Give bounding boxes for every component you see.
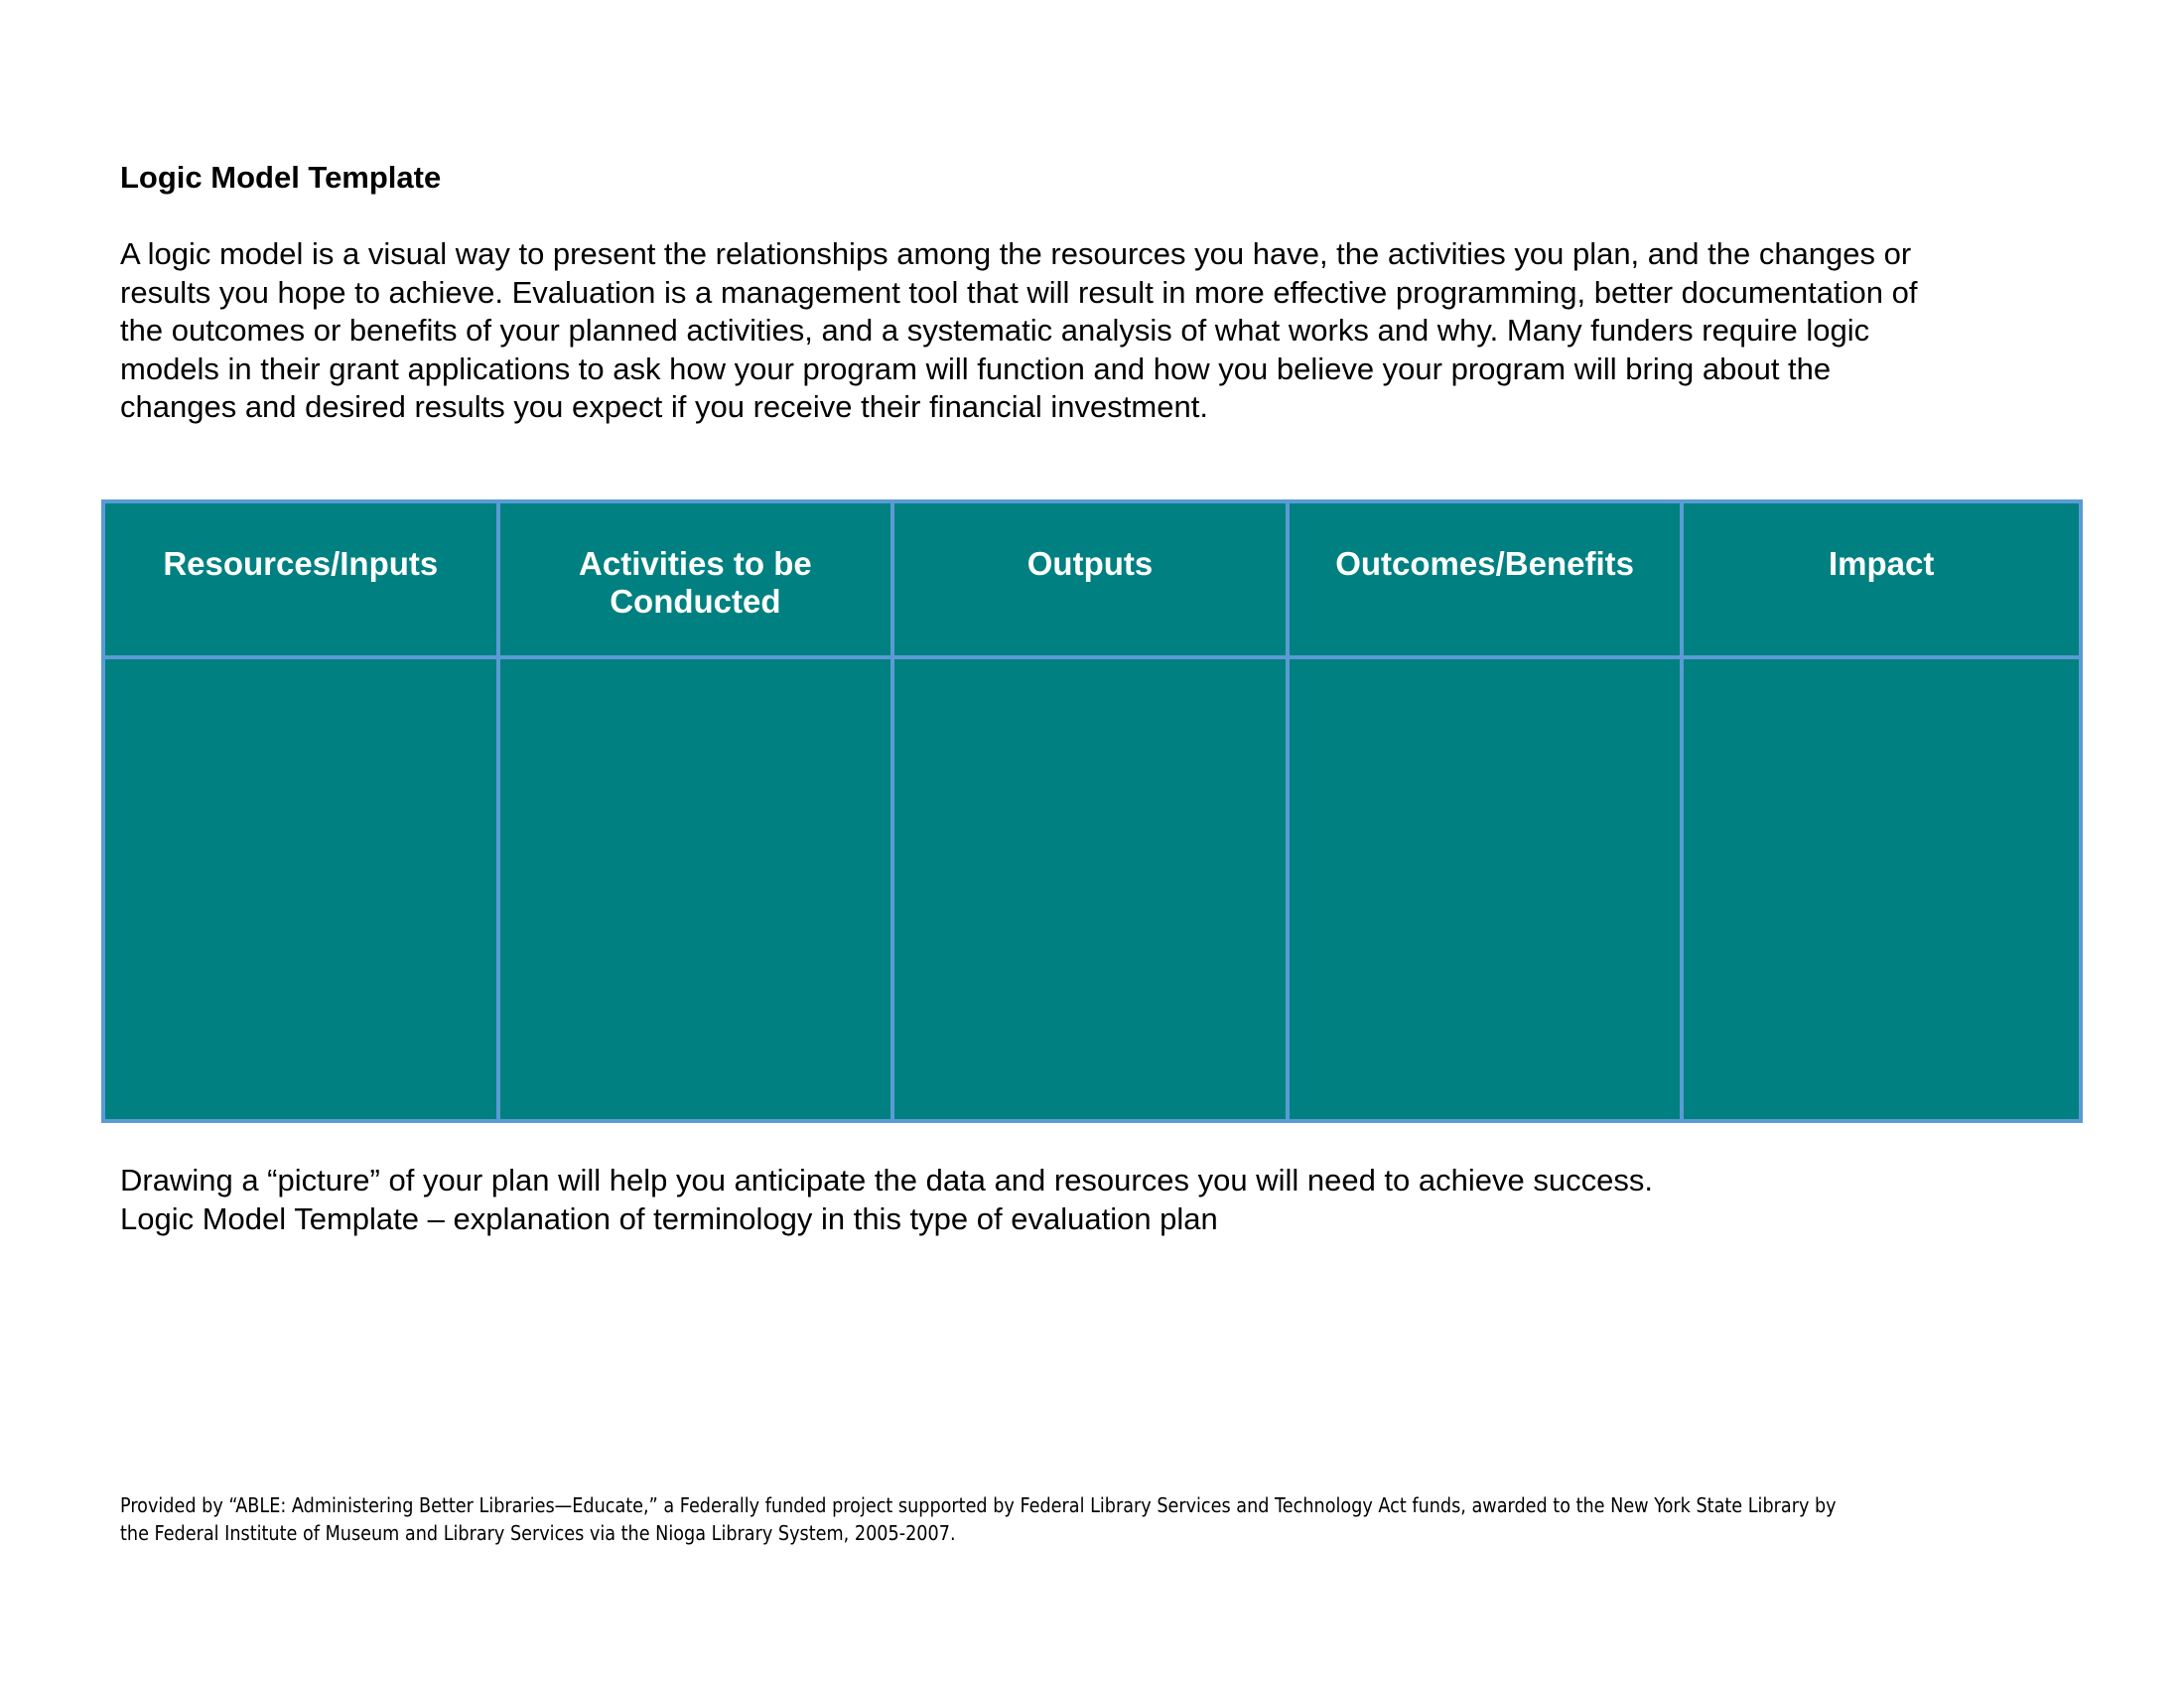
intro-line: changes and desired results you expect if you receive their financial investment. [120, 389, 1208, 424]
after-line: Logic Model Template – explanation of terminology in this type of evaluation plan [120, 1200, 1218, 1236]
logic-model-table [101, 499, 2083, 1123]
after-table-text [120, 1162, 1653, 1238]
header-impact: Impact [1684, 503, 2079, 659]
intro-line: the outcomes or benefits of your planned activities, and a systematic analysis of what works and why. Many funders require logic [120, 313, 1870, 348]
cell-outcomes-benefits[interactable] [1290, 659, 1685, 1119]
header-outputs: Outputs [894, 503, 1290, 659]
cell-impact[interactable] [1684, 659, 2079, 1119]
header-activities: Activities to be Conducted [500, 503, 895, 659]
cell-outputs[interactable] [894, 659, 1290, 1119]
footer-line: the Federal Institute of Museum and Library Services via the Nioga Library System, 2005-2007. [120, 1521, 956, 1545]
footer-line: Provided by “ABLE: Administering Better Libraries—Educate,” a Federally funded project supported by Federal Library Services and Technology Act funds, awarded to the New York State Library by [120, 1493, 1837, 1517]
intro-paragraph [120, 235, 1917, 427]
intro-line: results you hope to achieve. Evaluation is a management tool that will result in more effective programming, better documentation of [120, 274, 1918, 310]
header-resources-inputs: Resources/Inputs [105, 503, 500, 659]
intro-line: A logic model is a visual way to present the relationships among the resources you have, the activities you plan, and the changes or [120, 236, 1912, 271]
cell-resources-inputs[interactable] [105, 659, 500, 1119]
header-outcomes-benefits: Outcomes/Benefits [1290, 503, 1685, 659]
document-title: Logic Model Template [120, 160, 442, 195]
after-line: Drawing a “picture” of your plan will help you anticipate the data and resources you will need to achieve success. [120, 1163, 1653, 1197]
intro-line: models in their grant applications to ask how your program will function and how you believe your program will bring about the [120, 351, 1832, 386]
cell-activities[interactable] [500, 659, 895, 1119]
footer-credit [120, 1491, 1837, 1547]
